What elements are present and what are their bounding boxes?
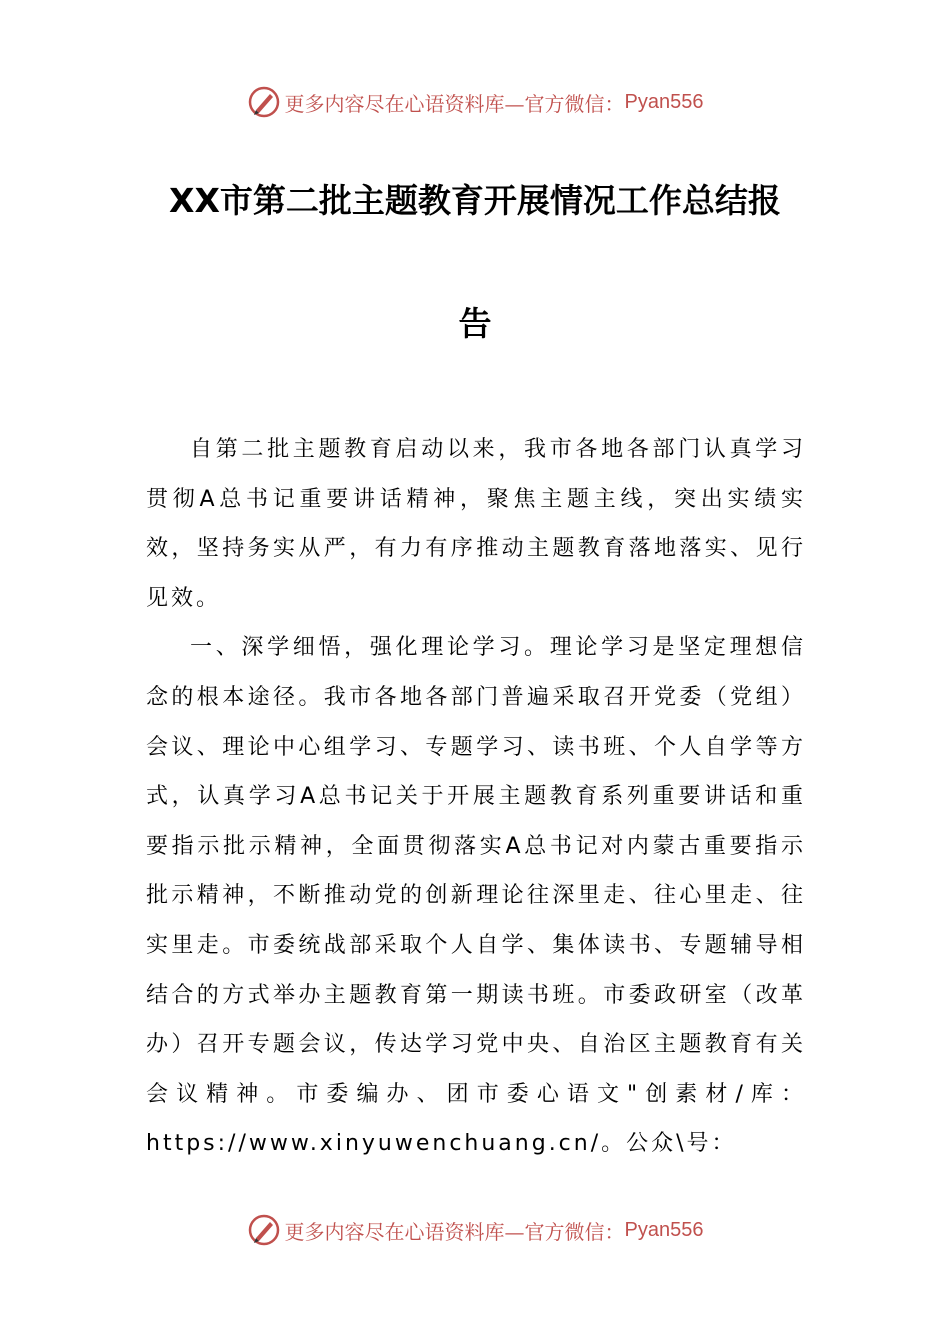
paragraph-intro: 自第二批主题教育启动以来，我市各地各部门认真学习贯彻A总书记重要讲话精神，聚焦主题主线，突出实绩实效，坚持务实从严，有力有序推动主题教育落地落实、见行见效。 bbox=[146, 437, 806, 611]
document-title-line-1: XX市第二批主题教育开展情况工作总结报 bbox=[169, 181, 781, 220]
pen-logo-icon bbox=[247, 85, 281, 119]
pen-logo-icon bbox=[247, 1213, 281, 1247]
document-title-line-2: 告 bbox=[458, 304, 492, 343]
watermark-text: 更多内容尽在心语资料库—官方微信： bbox=[284, 91, 625, 116]
watermark-wechat-id: Pyan556 bbox=[624, 1218, 704, 1241]
watermark-footer bbox=[0, 1210, 950, 1250]
document-body bbox=[146, 425, 806, 1169]
watermark-header bbox=[0, 82, 950, 122]
paragraph-section-1: 一、深学细悟，强化理论学习。理论学习是坚定理想信念的根本途径。我市各地各部门普遍采取召开党委（党组）会议、理论中心组学习、专题学习、读书班、个人自学等方式，认真学习A总书记关于开展主题教育系列重要讲话和重要指示批示精神，全面贯彻落实A总书记对内蒙古重要指示批示精神，不断推动党的创新理论往深里走、往心里走、往实里走。市委统战部采取个人自学、集体读书、专题辅导相结合的方式举办主题教育第一期读书班。市委政研室（改革办）召开专题会议，传达学习党中央、自治区主题教育有关会议精神。市委编办、团市委心语文"创素材/库：https://www.xinyuwenchuang.cn/。公众\号： bbox=[146, 635, 806, 1157]
watermark-text: 更多内容尽在心语资料库—官方微信： bbox=[284, 1219, 625, 1244]
watermark-wechat-id: Pyan556 bbox=[624, 90, 704, 113]
